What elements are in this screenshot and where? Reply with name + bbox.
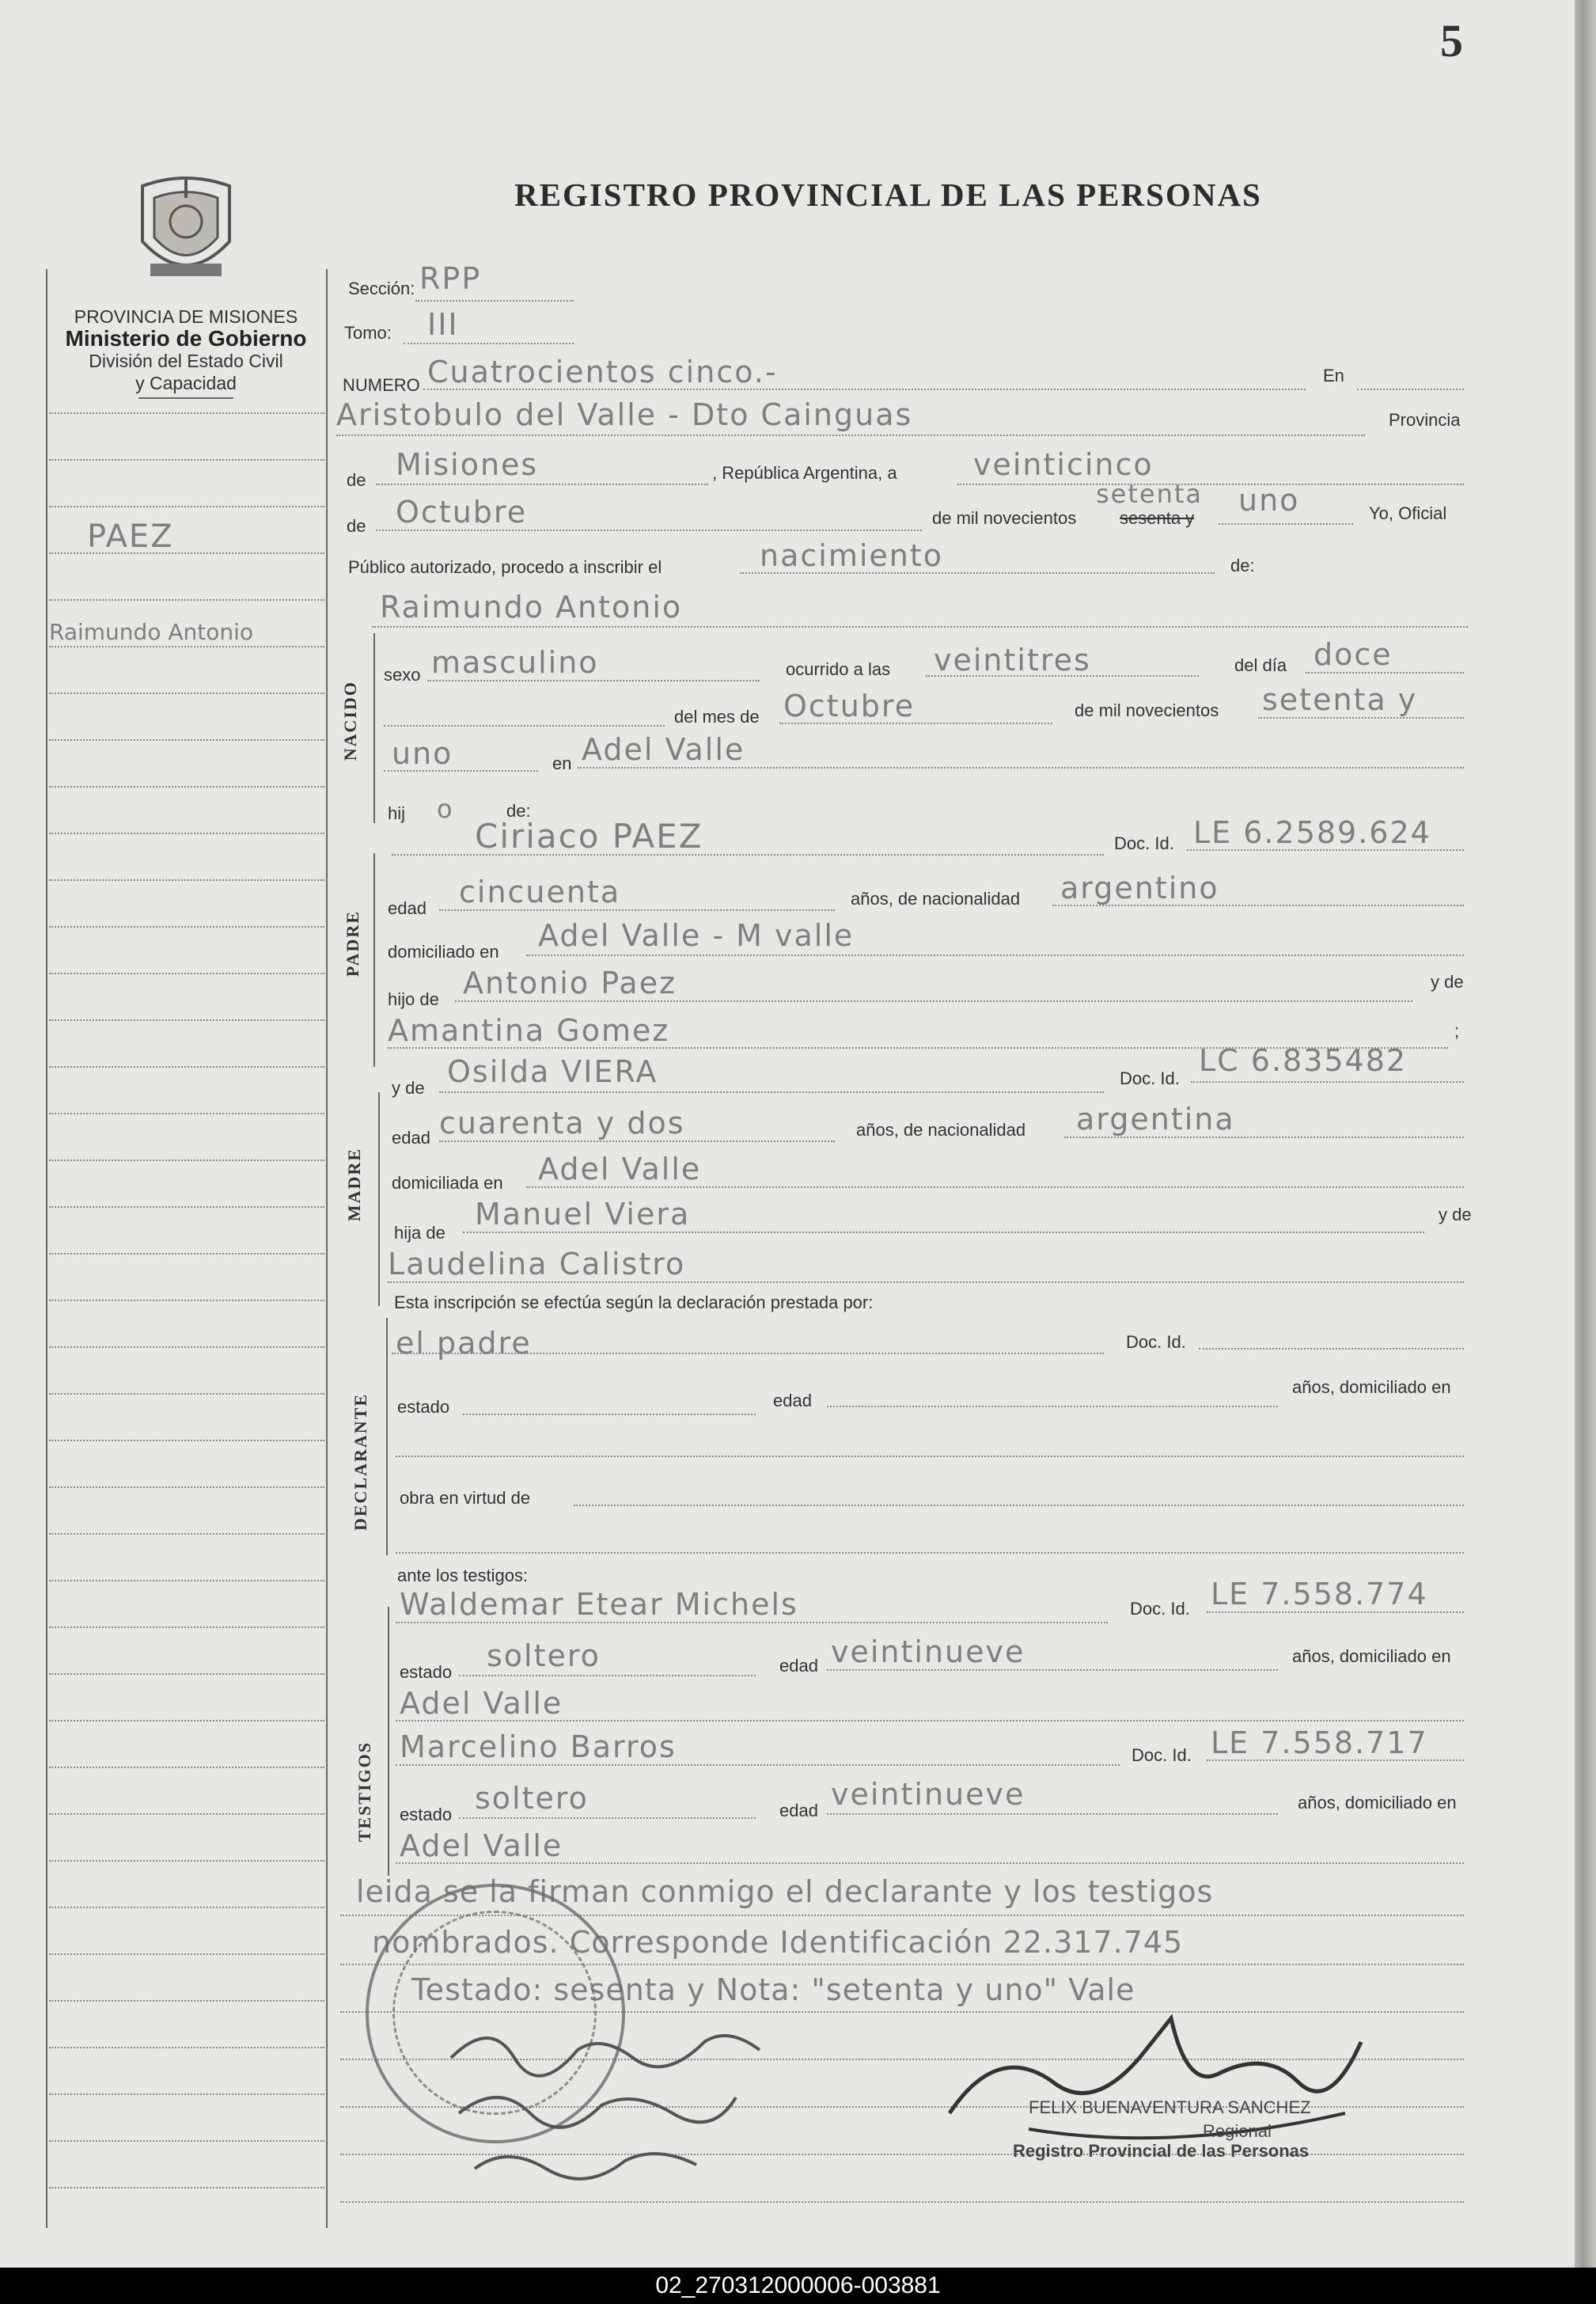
section-padre: PADRE — [343, 910, 362, 977]
rule — [376, 483, 708, 485]
margin-rule — [49, 832, 324, 834]
testigo2-edad-value: veintinueve — [831, 1777, 1025, 1812]
y-de-label: y de — [392, 1078, 425, 1098]
rule — [396, 1455, 1464, 1457]
padre-nac-value: argentino — [1060, 871, 1219, 905]
mil-label: de mil novecientos — [932, 508, 1077, 528]
rule — [827, 1668, 1278, 1671]
domiciliado-label: domiciliado en — [388, 942, 499, 962]
edad-label: edad — [392, 1128, 430, 1148]
sexo-label: sexo — [384, 665, 421, 685]
margin-rule — [49, 2139, 324, 2142]
nombre-value: Raimundo Antonio — [380, 590, 683, 624]
hora-value: veintitres — [934, 643, 1091, 678]
rule — [574, 1504, 1464, 1506]
margin-rule — [49, 458, 324, 461]
padre-y-de-value: Amantina Gomez — [388, 1013, 670, 1048]
margin-rule — [49, 1112, 324, 1114]
sexo-value: masculino — [431, 645, 599, 680]
margin-rule — [49, 1065, 324, 1068]
anio-corr-value: setenta — [1096, 479, 1204, 509]
anio-nac1-value: setenta y — [1262, 682, 1418, 717]
lugar-value: Aristobulo del Valle - Dto Cainguas — [336, 397, 913, 432]
domiciliado-label: años, domiciliado en — [1292, 1646, 1451, 1666]
page-number: 5 — [1440, 15, 1463, 66]
hijo-de-label: hijo de — [388, 989, 439, 1009]
margin-rule — [49, 925, 324, 928]
footer-bar — [0, 2268, 1596, 2304]
margin-rule — [49, 1812, 324, 1815]
declaracion-label: Esta inscripción se efectúa según la declaración prestada por: — [394, 1292, 874, 1312]
rule — [1207, 1759, 1464, 1761]
ocurrido-label: ocurrido a las — [786, 659, 891, 679]
estado-label: estado — [400, 1662, 453, 1682]
ministry-label: Ministerio de Gobierno — [65, 326, 307, 351]
official-role: Regional — [1203, 2121, 1272, 2141]
margin-rule — [49, 1532, 324, 1535]
rule — [1191, 1080, 1464, 1083]
margin-rule — [49, 1626, 324, 1628]
de-colon-label: de: — [1230, 556, 1255, 575]
sesenta-label: sesenta y — [1120, 508, 1195, 528]
anio-nac2-value: uno — [392, 736, 453, 771]
official-name: FELIX BUENAVENTURA SANCHEZ — [1029, 2097, 1311, 2117]
rule — [578, 766, 1464, 769]
rule — [388, 1281, 1464, 1283]
padre-doc-value: LE 6.2589.624 — [1193, 815, 1431, 850]
rule — [1207, 1611, 1464, 1613]
rule — [396, 1862, 1464, 1864]
margin-rule — [49, 1672, 324, 1675]
official-office: Registro Provincial de las Personas — [1013, 2141, 1310, 2161]
margin-surname: PAEZ — [87, 518, 174, 555]
publico-label: Público autorizado, procedo a inscribir el — [348, 557, 662, 577]
rule — [340, 2200, 1464, 2203]
margin-left-border — [46, 269, 47, 2228]
rule — [455, 1000, 1412, 1002]
rule — [439, 1140, 835, 1142]
note-line-3: Testado: sesenta y Nota: "setenta y uno" Vale — [411, 1972, 1135, 2007]
hija-de-label: hija de — [394, 1223, 445, 1243]
binder-edge — [1575, 0, 1596, 2268]
dia-value: veinticinco — [973, 447, 1154, 482]
republica-label: , República Argentina, a — [712, 463, 897, 483]
provincial-seal-icon — [127, 170, 245, 289]
madre-nac-value: argentina — [1076, 1102, 1235, 1137]
hijo-suffix-value: o — [437, 794, 454, 824]
section-testigos: TESTIGOS — [354, 1741, 374, 1843]
madre-nombre-value: Osilda VIERA — [447, 1054, 658, 1089]
rule — [392, 1352, 1104, 1354]
edad-label: edad — [388, 898, 426, 918]
de-label: de — [347, 470, 366, 490]
rule — [336, 434, 1365, 436]
rule — [396, 1763, 1120, 1766]
rule — [459, 1816, 756, 1819]
numero-value: Cuatrocientos cinco.- — [427, 355, 778, 389]
province-label: PROVINCIA DE MISIONES — [74, 306, 298, 327]
provincia-label: Provincia — [1389, 410, 1461, 430]
lugar-nac-value: Adel Valle — [582, 732, 745, 767]
margin-rule — [49, 1439, 324, 1441]
section-bracket — [373, 633, 375, 823]
en-label: En — [1323, 366, 1344, 385]
doc-id-label: Doc. Id. — [1132, 1745, 1192, 1765]
testigo1-dom-value: Adel Valle — [400, 1686, 563, 1721]
ante-label: ante los testigos: — [397, 1566, 529, 1585]
rule — [526, 1186, 1464, 1188]
padre-nombre-value: Ciriaco PAEZ — [475, 817, 703, 856]
margin-rule — [49, 879, 324, 881]
padre-edad-value: cincuenta — [459, 875, 621, 909]
margin-rule — [49, 1159, 324, 1161]
margin-rule — [49, 1205, 324, 1208]
rule — [372, 625, 1468, 628]
estado-label: estado — [397, 1397, 450, 1417]
seccion-label: Sección: — [348, 279, 415, 298]
section-bracket — [378, 1092, 380, 1306]
margin-names: Raimundo Antonio — [49, 619, 254, 645]
rule — [1064, 1136, 1464, 1138]
testigo1-estado-value: soltero — [487, 1638, 601, 1673]
margin-rule — [49, 1392, 324, 1395]
domiciliado-label: años, domiciliado en — [1298, 1793, 1457, 1812]
margin-rule — [49, 1999, 324, 2002]
rule — [779, 722, 1052, 724]
nacionalidad-label: años, de nacionalidad — [851, 889, 1021, 909]
rule — [396, 1551, 1464, 1554]
hijo-label: hij — [388, 803, 406, 823]
margin-rule — [49, 412, 324, 414]
margin-rule — [49, 645, 324, 647]
padre-hijo-de-value: Antonio Paez — [463, 966, 677, 1000]
del-dia-label: del día — [1234, 655, 1287, 675]
section-declarante: DECLARANTE — [351, 1393, 370, 1532]
de-label: de — [347, 516, 366, 536]
margin-rule — [49, 1953, 324, 1955]
rule — [459, 1674, 756, 1676]
rule — [463, 1413, 756, 1415]
margin-rule — [49, 1719, 324, 1721]
dia-nac-value: doce — [1314, 637, 1393, 672]
rule — [1199, 1347, 1464, 1349]
declarante-value: el padre — [396, 1326, 532, 1361]
rule — [957, 483, 1464, 485]
margin-rule — [49, 2046, 324, 2048]
numero-label: NUMERO — [343, 375, 420, 395]
semicolon: ; — [1454, 1021, 1460, 1041]
rule — [404, 342, 574, 344]
madre-hija-de-value: Manuel Viera — [475, 1197, 691, 1232]
margin-right-border — [326, 269, 328, 2228]
margin-rule — [49, 738, 324, 741]
section-madre: MADRE — [344, 1148, 364, 1222]
oficial-label: Yo, Oficial — [1369, 503, 1447, 523]
rule — [392, 853, 1104, 856]
margin-rule — [49, 785, 324, 788]
margin-rule — [49, 505, 324, 507]
rule — [384, 769, 538, 772]
rule — [1052, 904, 1464, 906]
nacionalidad-label: años, de nacionalidad — [856, 1120, 1026, 1140]
section-bracket — [388, 1607, 389, 1876]
testigo2-doc-value: LE 7.558.717 — [1211, 1725, 1428, 1760]
madre-doc-value: LC 6.835482 — [1199, 1043, 1408, 1078]
margin-rule — [49, 1906, 324, 1908]
madre-y-de-value: Laudelina Calistro — [388, 1247, 686, 1281]
provincia-value: Misiones — [396, 447, 539, 482]
tomo-label: Tomo: — [344, 323, 392, 343]
anio-value: uno — [1238, 483, 1300, 518]
rule — [827, 1812, 1278, 1815]
margin-rule — [49, 1019, 324, 1021]
rule — [1219, 522, 1353, 525]
domiciliado-label: años, domiciliado en — [1292, 1377, 1451, 1397]
padre-dom-value: Adel Valle - M valle — [538, 918, 855, 953]
doc-id-label: Doc. Id. — [1114, 833, 1174, 853]
testigo1-doc-value: LE 7.558.774 — [1211, 1577, 1428, 1611]
rule — [526, 954, 1464, 956]
issuer-block — [47, 306, 324, 399]
rule — [439, 909, 835, 911]
rule — [827, 1405, 1278, 1407]
margin-rule — [49, 598, 324, 601]
rule — [415, 299, 574, 302]
estado-label: estado — [400, 1805, 453, 1824]
section-bracket — [386, 1318, 388, 1555]
rule — [423, 388, 1306, 390]
section-nacido: NACIDO — [340, 681, 360, 761]
testigo2-value: Marcelino Barros — [400, 1729, 677, 1764]
domiciliada-label: domiciliada en — [392, 1173, 503, 1193]
margin-rule — [49, 972, 324, 974]
witness-signatures-icon — [443, 2010, 807, 2200]
rule — [396, 1719, 1464, 1721]
margin-rule — [49, 1252, 324, 1254]
obra-label: obra en virtud de — [400, 1488, 531, 1508]
testigo2-dom-value: Adel Valle — [400, 1828, 563, 1863]
testigo2-estado-value: soltero — [475, 1781, 589, 1816]
margin-rule — [49, 1859, 324, 1862]
note-line-2: nombrados. Corresponde Identificación 22.317.745 — [372, 1925, 1184, 1960]
madre-edad-value: cuarenta y dos — [439, 1106, 685, 1141]
rule — [427, 679, 760, 681]
testigo1-edad-value: veintinueve — [831, 1634, 1025, 1669]
margin-rule — [49, 1346, 324, 1348]
capacity-label: y Capacidad — [135, 373, 237, 393]
division-label: División del Estado Civil — [89, 351, 283, 371]
madre-dom-value: Adel Valle — [538, 1152, 702, 1186]
mil-nov-label: de mil novecientos — [1075, 700, 1219, 720]
margin-rule — [49, 692, 324, 694]
y-de-label: y de — [1439, 1205, 1472, 1224]
section-bracket — [373, 853, 375, 1067]
document-id: 02_270312000006-003881 — [655, 2272, 941, 2298]
divider — [138, 397, 233, 399]
rule — [463, 1231, 1424, 1233]
rule — [740, 571, 1215, 574]
edad-label: edad — [779, 1656, 818, 1676]
tomo-value: III — [427, 307, 459, 342]
rule — [1187, 848, 1464, 851]
margin-rule — [49, 2093, 324, 2095]
doc-id-label: Doc. Id. — [1120, 1068, 1180, 1088]
note-line-1: leida se la firman conmigo el declarante y los testigos — [356, 1874, 1214, 1909]
margin-rule — [49, 1579, 324, 1581]
y-de-label: y de — [1431, 972, 1464, 992]
margin-rule — [49, 1766, 324, 1768]
rule — [1357, 388, 1464, 390]
document-title: REGISTRO PROVINCIAL DE LAS PERSONAS — [514, 177, 1262, 213]
acto-value: nacimiento — [760, 538, 944, 573]
edad-label: edad — [779, 1801, 818, 1820]
margin-rule — [49, 1486, 324, 1488]
de-colon-label: de: — [506, 801, 531, 821]
rule — [926, 674, 1199, 677]
rule — [439, 1091, 1104, 1093]
rule — [384, 724, 665, 727]
seccion-value: RPP — [419, 261, 482, 296]
rule — [1306, 671, 1464, 674]
en-label: en — [552, 753, 572, 773]
margin-rule — [49, 1299, 324, 1301]
margin-rule — [49, 2186, 324, 2188]
del-mes-label: del mes de — [674, 707, 760, 727]
edad-label: edad — [773, 1391, 812, 1410]
rule — [1258, 716, 1464, 719]
doc-id-label: Doc. Id. — [1130, 1599, 1190, 1619]
mes-value: Octubre — [396, 495, 528, 530]
mes-nac-value: Octubre — [783, 689, 916, 723]
rule — [396, 1621, 1108, 1623]
rule — [376, 529, 922, 531]
testigo1-value: Waldemar Etear Michels — [400, 1587, 798, 1622]
doc-id-label: Doc. Id. — [1126, 1332, 1186, 1352]
